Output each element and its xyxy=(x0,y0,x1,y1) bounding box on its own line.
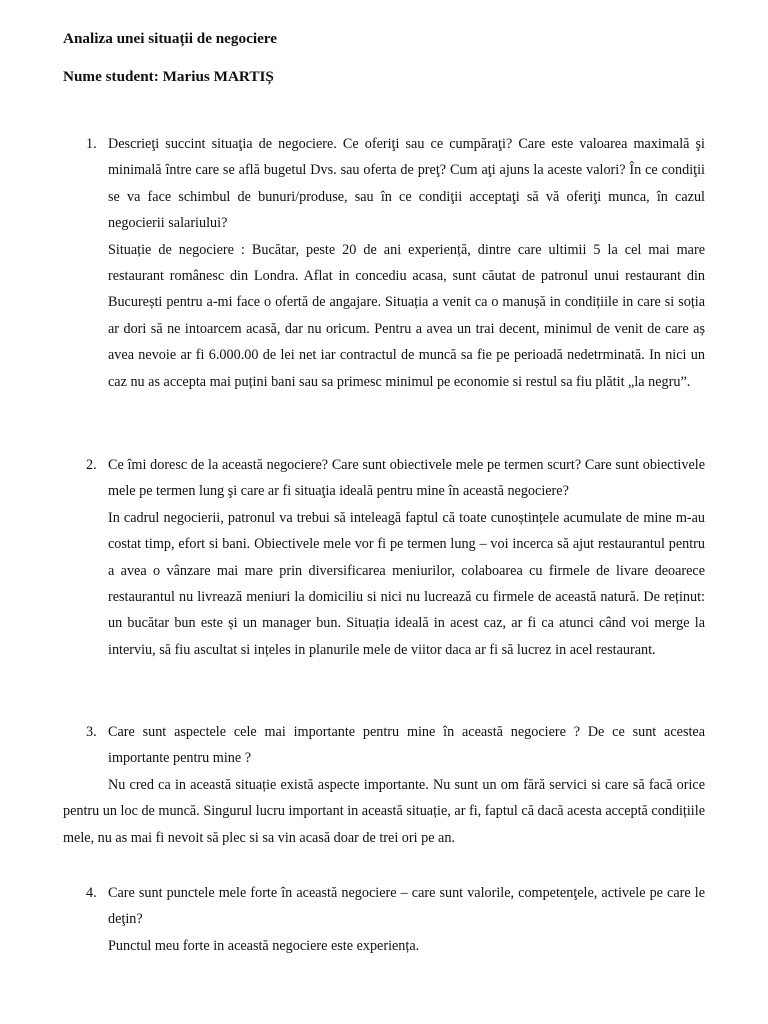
question-text: Care sunt punctele mele forte în această negociere – care sunt valorile, competenţele, activele pe care le deţin? xyxy=(108,885,705,928)
answer-text: Situație de negociere : Bucătar, peste 20 de ani experiență, dintre care ultimii 5 la cel mai mare restaurant românesc din Londra. Aflat in concediu acasa, sunt căutat de patronul unui restaurant din București pentru a-mi face o ofertă de angajare. Situația a venit ca o manușă in condițiile in care si soția ar dori să ne intoarcem acasă, dar nu oricum. Pentru a avea un trai decent, minimul de venit de care aș avea nevoie ar fi 6.000.00 de lei net iar contractul de muncă sa fie pe perioadă nedetrminată. In nici un caz nu as accepta mai puțini bani sau sa primesc minimul pe economie si restul sa fiu plătit „la negru”. xyxy=(108,241,705,390)
item-number: 1. xyxy=(86,136,97,152)
document-title: Analiza unei situații de negociere xyxy=(63,30,278,47)
item-number: 4. xyxy=(86,885,97,901)
question-text: Care sunt aspectele cele mai importante pentru mine în această negociere ? De ce sunt acestea importante pentru mine ? xyxy=(108,724,705,767)
answer-text: In cadrul negocierii, patronul va trebui să inteleagă faptul că toate cunoștințele acumulate de mine m-au costat timp, efort si bani. Obiectivele mele vor fi pe termen lung – voi incerca să ajut restaurantul pentru a avea o vânzare mai mare prin diversificarea meniurilor, colaboarea cu firmele de livare deoarece restaurantul nu livrează meniuri la domiciliu si nici nu lucrează cu firmele de această natură. De reținut: un bucătar bun este și un manager bun. Situația ideală in acest caz, ar fi ca atunci când voi merge la interviu, să fiu ascultat si ințeles in planurile mele de viitor daca ar fi să lucrez in acel restaurant. xyxy=(108,509,705,658)
list-item xyxy=(108,880,705,959)
question-text: Ce îmi doresc de la această negociere? Care sunt obiectivele mele pe termen scurt? Care sunt obiectivele mele pe termen lung şi care ar fi situaţia ideală pentru mine în această negociere? xyxy=(108,457,705,500)
list-item xyxy=(108,719,705,772)
answer-text: Punctul meu forte in această negociere este experiența. xyxy=(108,937,420,954)
student-name-line: Nume student: Marius MARTIȘ xyxy=(63,68,274,85)
question-text: Descrieţi succint situaţia de negociere. Ce oferiţi sau ce cumpăraţi? Care este valoarea maximală şi minimală între care se află bugetul Dvs. sau oferta de preţ? Cum aţi ajuns la aceste valori? În ce condiţii se va face schimbul de bunuri/produse, sau în ce condiţii acceptaţi să vă oferiţi munca, în cazul negocierii salariului? xyxy=(108,136,705,232)
item-number: 2. xyxy=(86,457,97,473)
list-item xyxy=(108,452,705,663)
answer-text: Nu cred ca in această situație există aspecte importante. Nu sunt un om fără servici si care să facă orice pentru un loc de muncă. Singurul lucru important in această situație, ar fi, faptul că dacă acesta acceptă condițiile mele, nu as mai fi nevoit să plec si sa vin acasă doar de trei ori pe an. xyxy=(63,777,705,846)
item-number: 3. xyxy=(86,724,97,740)
list-item-answer xyxy=(63,772,705,851)
list-item xyxy=(108,131,705,395)
